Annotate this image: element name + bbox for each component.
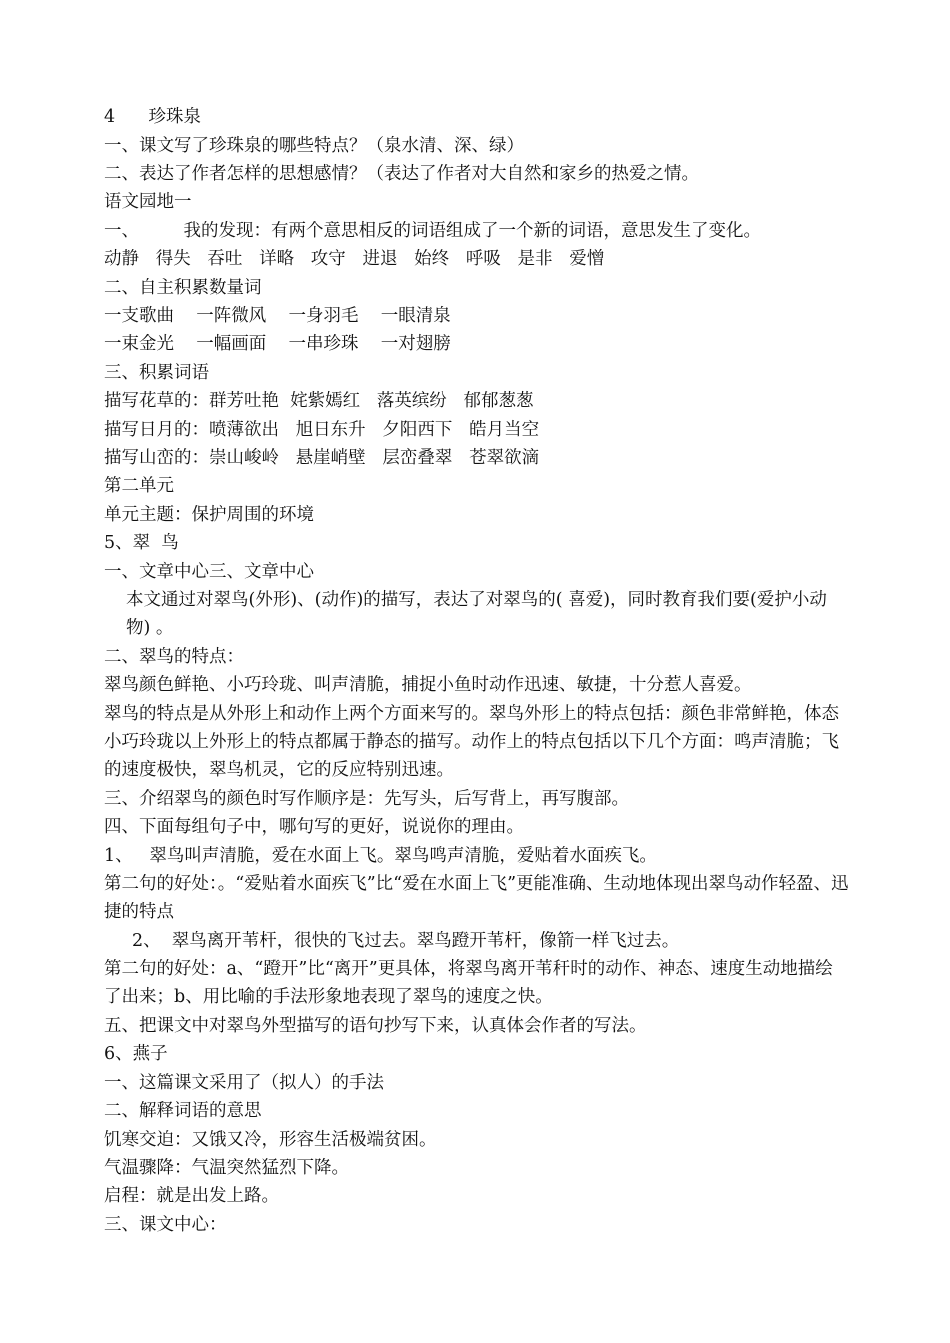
paragraph: 第二句的好处：。“爱贴着水面疾飞”比“爱在水面上飞”更能准确、生动地体现出翠鸟动作轻盈、迅捷的特点: [104, 874, 849, 922]
word-list-line: 一束金光 一幅画面 一串珍珠 一对翅膀: [104, 334, 451, 354]
subheading-line: 二、解释词语的意思: [104, 1101, 262, 1121]
text-line: 1、 翠鸟叫声清脆，爱在水面上飞。翠鸟鸣声清脆，爱贴着水面疾飞。: [104, 846, 657, 866]
text-line: 启程：就是出发上路。: [104, 1186, 279, 1206]
text-line: 一、 我的发现：有两个意思相反的词语组成了一个新的词语，意思发生了变化。: [104, 221, 761, 241]
question-line: 一、课文写了珍珠泉的哪些特点？（泉水清、深、绿）: [104, 136, 524, 156]
paragraph: 第二句的好处：a、“蹬开”比“离开”更具体，将翠鸟离开苇秆时的动作、神态、速度生动地描绘了出来；b、用比喻的手法形象地表现了翠鸟的速度之快。: [104, 959, 833, 1007]
text-line: 五、把课文中对翠鸟外型描写的语句抄写下来，认真体会作者的写法。: [104, 1016, 647, 1036]
text-line: 翠鸟颜色鲜艳、小巧玲珑、叫声清脆，捕捉小鱼时动作迅速、敏捷，十分惹人喜爱。: [104, 675, 752, 695]
text-line: 饥寒交迫：又饿又冷，形容生活极端贫困。: [104, 1130, 437, 1150]
subheading-line: 四、下面每组句子中，哪句写的更好，说说你的理由。: [104, 817, 524, 837]
subheading-line: 一、文章中心三、文章中心: [104, 562, 314, 582]
word-list-line: 一支歌曲 一阵微风 一身羽毛 一眼清泉: [104, 306, 451, 326]
lesson-4-title: 4 珍珠泉: [104, 107, 202, 127]
section-heading: 语文园地一: [104, 192, 192, 212]
text-line: 一、这篇课文采用了（拟人）的手法: [104, 1073, 384, 1093]
lesson-5-title: 5、翠 鸟: [104, 533, 179, 553]
word-list-line: 动静 得失 吞吐 详略 攻守 进退 始终 呼吸 是非 爱憎: [104, 249, 605, 269]
word-list-line: 描写花草的：群芳吐艳 姹紫嫣红 落英缤纷 郁郁葱葱: [104, 391, 534, 411]
paragraph: 本文通过对翠鸟(外形)、(动作)的描写，表达了对翠鸟的( 喜爱)，同时教育我们要(爱护小动物) 。: [126, 590, 827, 638]
unit-heading: 第二单元: [104, 476, 174, 496]
word-list-line: 描写山峦的：崇山峻岭 悬崖峭壁 层峦叠翠 苍翠欲滴: [104, 448, 540, 468]
text-line: 气温骤降：气温突然猛烈下降。: [104, 1158, 349, 1178]
text-line: 2、 翠鸟离开苇杆，很快的飞过去。翠鸟蹬开苇杆，像箭一样飞过去。: [132, 931, 680, 951]
text-line: 三、介绍翠鸟的颜色时写作顺序是：先写头，后写背上，再写腹部。: [104, 789, 629, 809]
question-line: 二、表达了作者怎样的思想感情？（表达了作者对大自然和家乡的热爱之情。: [104, 164, 699, 184]
word-list-line: 描写日月的：喷薄欲出 旭日东升 夕阳西下 皓月当空: [104, 420, 540, 440]
paragraph: 翠鸟的特点是从外形上和动作上两个方面来写的。翠鸟外形上的特点包括：颜色非常鲜艳，体态小巧玲珑以上外形上的特点都属于静态的描写。动作上的特点包括以下几个方面：鸣声清脆；飞的速度极快，翠鸟机灵，它的反应特别迅速。: [104, 704, 839, 780]
subheading-line: 三、课文中心：: [104, 1215, 227, 1235]
unit-theme-line: 单元主题：保护周围的环境: [104, 505, 314, 525]
subheading-line: 二、翠鸟的特点：: [104, 647, 244, 667]
subheading-line: 三、积累词语: [104, 363, 209, 383]
lesson-6-title: 6、燕子: [104, 1044, 168, 1064]
subheading-line: 二、自主积累数量词: [104, 278, 262, 298]
